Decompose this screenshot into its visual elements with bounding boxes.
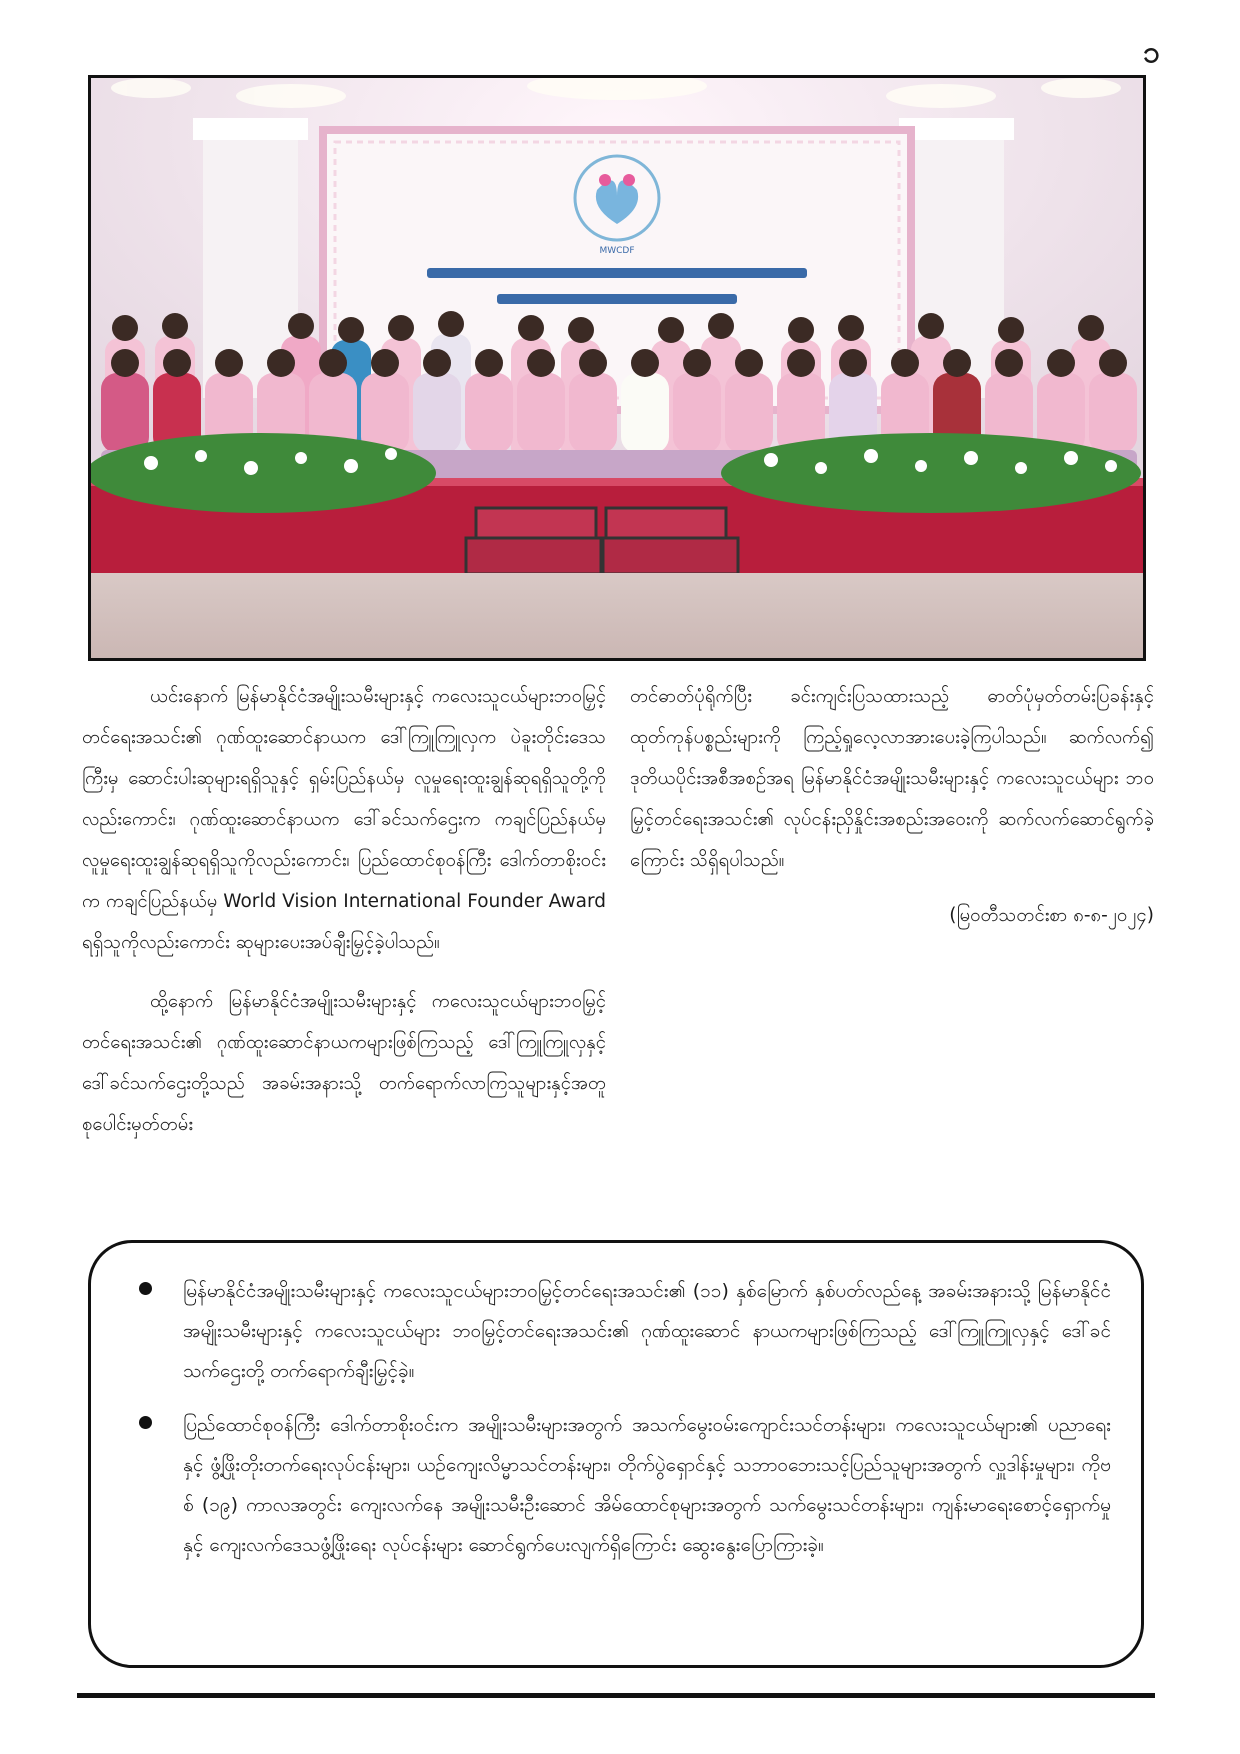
article-paragraph: ယင်းနောက် မြန်မာနိုင်ငံအမျိုးသမီးများနှင့် ကလေးသူငယ်များဘဝမြှင့်တင်ရေးအသင်း၏ ဂုဏ်ထူးဆောင်နာယက ဒေါ်ကြူကြူလှက ပဲခူးတိုင်းဒေသကြီးမှ ဆောင်းပါးဆုများရရှိသူနှင့် ရှမ်းပြည်နယ်မှ လူမှုရေးထူးချွန်ဆုရရှိသူတို့ကိုလည်းကောင်း၊ ဂုဏ်ထူးဆောင်နာယက ဒေါ်ခင်သက်ဌေးက ကချင်ပြည်နယ်မှ လူမှုရေးထူးချွန်ဆုရရှိသူကိုလည်းကောင်း၊ ပြည်ထောင်စုဝန်ကြီး ဒေါက်တာစိုးဝင်းက ကချင်ပြည်နယ်မှ World Vision International Founder Award ရရှိသူကိုလည်းကောင်း ဆုများပေးအပ်ချီးမြှင့်ခဲ့ပါသည်။ xyxy=(82,686,606,953)
page-number: ၁ xyxy=(1143,35,1160,70)
summary-item-text: မြန်မာနိုင်ငံအမျိုးသမီးများနှင့် ကလေးသူငယ်များဘဝမြှင့်တင်ရေးအသင်း၏ (၁၁) နှစ်မြောက် နှစ်ပတ်လည်နေ့ အခမ်းအနားသို့ မြန်မာနိုင်ငံအမျိုးသမီးများနှင့် ကလေးသူငယ်များ ဘဝမြှင့်တင်ရေးအသင်း၏ ဂုဏ်ထူးဆောင် နာယကများဖြစ်ကြသည့် ဒေါ်ကြူကြူလှနှင့် ဒေါ်ခင်သက်ဌေးတို့ တက်ရောက်ချီးမြှင့်ခဲ့။ xyxy=(183,1280,1111,1382)
article-left-column xyxy=(82,676,606,1145)
article-source: (မြဝတီသတင်းစာ ၈-၈-၂၀၂၄) xyxy=(949,905,1154,926)
summary-item-text: ပြည်ထောင်စုဝန်ကြီး ဒေါက်တာစိုးဝင်းက အမျိုးသမီးများအတွက် အသက်မွေးဝမ်းကျောင်းသင်တန်းများ၊ ကလေးသူငယ်များ၏ ပညာရေးနှင့် ဖွံ့ဖြိုးတိုးတက်ရေးလုပ်ငန်းများ၊ ယဉ်ကျေးလိမ္မာသင်တန်းများ၊ တိုက်ပွဲရှောင်နှင့် သဘာဝဘေးသင့်ပြည်သူများအတွက် လှူဒါန်းမှုများ၊ ကိုဗစ် (၁၉) ကာလအတွင်း ကျေးလက်နေ အမျိုးသမီးဦးဆောင် အိမ်ထောင်စုများအတွက် သက်မွေးသင်တန်းများ၊ ကျန်းမာရေးစောင့်ရှောက်မှုနှင့် ကျေးလက်ဒေသဖွံ့ဖြိုးရေး လုပ်ငန်းများ ဆောင်ရွက်ပေးလျက်ရှိကြောင်း ဆွေးနွေးပြောကြားခဲ့။ xyxy=(183,1414,1111,1556)
bottom-rule xyxy=(77,1693,1155,1698)
group-photo-illustration xyxy=(91,78,1143,658)
summary-list xyxy=(91,1243,1141,1565)
bullet-icon xyxy=(139,1416,152,1429)
summary-box xyxy=(88,1240,1144,1668)
article-right-column xyxy=(630,676,1154,936)
logo-caption: MWCDF xyxy=(599,246,635,256)
bullet-icon xyxy=(139,1282,152,1295)
hall-floor xyxy=(91,573,1143,658)
event-group-photo xyxy=(88,75,1146,661)
article-paragraph: တင်ဓာတ်ပုံရိုက်ပြီး ခင်းကျင်းပြသထားသည့် ဓာတ်ပုံမှတ်တမ်းပြခန်းနှင့် ထုတ်ကုန်ပစ္စည်းများကို ကြည့်ရှုလေ့လာအားပေးခဲ့ကြပါသည်။ ဆက်လက်၍ ဒုတိယပိုင်းအစီအစဉ်အရ မြန်မာနိုင်ငံအမျိုးသမီးများနှင့် ကလေးသူငယ်များ ဘဝမြှင့်တင်ရေးအသင်း၏ လုပ်ငန်းညှိနှိုင်းအစည်းအဝေးကို ဆက်လက်ဆောင်ရွက်ခဲ့ကြောင်း သိရှိရပါသည်။ xyxy=(630,686,1154,871)
summary-item xyxy=(139,1271,1111,1391)
article-paragraph: ထို့နောက် မြန်မာနိုင်ငံအမျိုးသမီးများနှင့် ကလေးသူငယ်များဘဝမြှင့်တင်ရေးအသင်း၏ ဂုဏ်ထူးဆောင်နာယကများဖြစ်ကြသည့် ဒေါ်ကြူကြူလှနှင့် ဒေါ်ခင်သက်ဌေးတို့သည် အခမ်းအနားသို့ တက်ရောက်လာကြသူများနှင့်အတူ စုပေါင်းမှတ်တမ်း xyxy=(82,991,606,1135)
summary-item xyxy=(139,1405,1111,1565)
